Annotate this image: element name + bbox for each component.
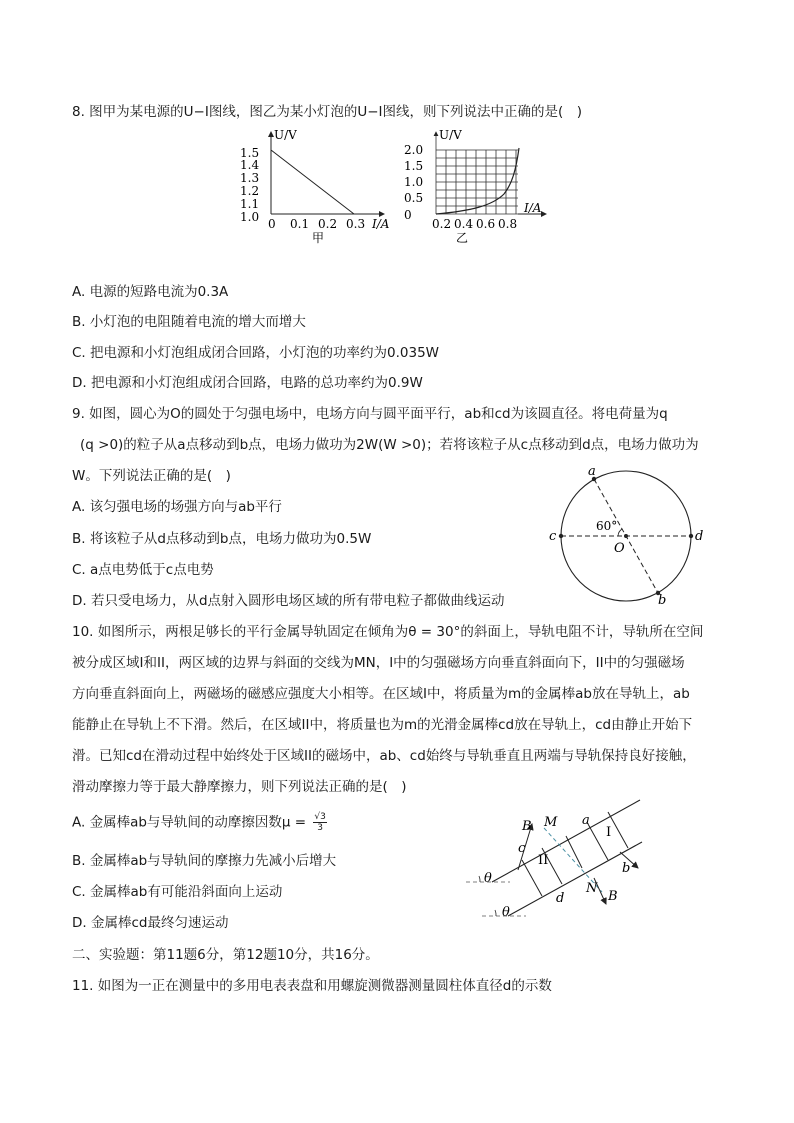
point-c <box>559 534 563 538</box>
q10-option-d: D. 金属棒cd最终匀速运动 <box>72 915 229 931</box>
label-a: a <box>588 464 596 479</box>
x-tick: 0.6 <box>476 217 496 231</box>
x-tick: 0.8 <box>498 217 518 231</box>
q10-line5: 滑。已知cd在滑动过程中始终处于区域II的磁场中，ab、cd始终与导轨垂直且两端与导轨保持良好接触， <box>72 748 696 764</box>
q8-option-c: C. 把电源和小灯泡组成闭合回路，小灯泡的功率约为0.035W <box>72 345 440 361</box>
label-d: d <box>695 529 704 544</box>
q10-option-a-text: A. 金属棒ab与导轨间的动摩擦因数μ = <box>72 814 307 831</box>
label-region-ii: II <box>538 853 549 868</box>
q9-option-c: C. a点电势低于c点电势 <box>72 562 214 578</box>
y-tick: 1.0 <box>240 210 260 224</box>
q8-option-d: D. 把电源和小灯泡组成闭合回路，电路的总功率约为0.9W <box>72 375 423 391</box>
x-tick: 0.2 <box>318 217 338 231</box>
angle-label: 60° <box>596 519 618 533</box>
label-c: c <box>518 841 526 856</box>
x-tick: 0 <box>268 217 276 231</box>
y-tick: 1.0 <box>404 175 424 189</box>
q9-option-d: D. 若只受电场力，从d点射入圆形电场区域的所有带电粒子都做曲线运动 <box>72 593 505 609</box>
q9-option-b: B. 将该粒子从d点移动到b点，电场力做功为0.5W <box>72 531 372 547</box>
source-line <box>271 150 354 214</box>
label-theta-lower: θ <box>502 905 510 920</box>
label-b-arrow: B <box>608 889 618 904</box>
fraction-denominator: 3 <box>317 823 324 833</box>
y-tick: 1.1 <box>240 197 260 211</box>
center-o <box>624 534 628 538</box>
label-theta-upper: θ <box>484 871 492 886</box>
y-tick: 1.5 <box>240 146 260 160</box>
label-n: N <box>586 881 598 896</box>
q9-stem-line3: W。下列说法正确的是( ) <box>72 468 231 484</box>
x-tick: 0.4 <box>454 217 474 231</box>
y-tick: 0.5 <box>404 191 424 205</box>
label-a: a <box>582 813 590 828</box>
label-c: c <box>549 529 557 544</box>
angle-arc <box>618 529 622 536</box>
q10-option-a <box>72 812 327 833</box>
upper-rail <box>492 800 640 882</box>
q10-line4: 能静止在导轨上不下滑。然后，在区域II中，将质量也为m的光滑金属棒cd放在导轨上，cd由静止开始下 <box>72 717 693 733</box>
q8-option-a: A. 电源的短路电流为0.3A <box>72 284 229 300</box>
q8-stem: 8. 图甲为某电源的U−I图线，图乙为某小灯泡的U−I图线，则下列说法中正确的是( ) <box>72 104 583 120</box>
label-b-lower: b <box>622 861 631 876</box>
q9-stem-line2: (q >0)的粒子从a点移动到b点，电场力做功为2W(W >0)；若将该粒子从c点移动到d点，电场力做功为 <box>80 437 699 453</box>
y-tick: 1.4 <box>240 158 260 172</box>
q10-option-c: C. 金属棒ab有可能沿斜面向上运动 <box>72 884 283 900</box>
section-heading: 二、实验题：第11题6分，第12题10分，共16分。 <box>72 947 379 963</box>
figure-caption: 乙 <box>456 231 469 244</box>
q9-stem-line1: 9. 如图，圆心为O的圆处于匀强电场中，电场方向与圆平面平行，ab和cd为该圆直径。将电荷量为q <box>72 406 668 422</box>
q10-line2: 被分成区域I和II，两区域的边界与斜面的交线为MN，I中的匀强磁场方向垂直斜面向下，II中的匀强磁场 <box>72 655 685 671</box>
rails-diagram <box>462 796 644 924</box>
y-axis-label: U/V <box>274 128 297 142</box>
x-tick: 0.1 <box>290 217 310 231</box>
q10-line6: 滑动摩擦力等于最大静摩擦力，则下列说法正确的是( ) <box>72 779 407 795</box>
label-o: O <box>614 541 625 556</box>
label-b: b <box>658 593 667 608</box>
y-axis-label: U/V <box>439 128 462 142</box>
circle-field-diagram <box>544 460 716 608</box>
q10-option-b: B. 金属棒ab与导轨间的摩擦力先减小后增大 <box>72 853 337 869</box>
theta-arc-lower <box>495 910 496 916</box>
q10-line1: 10. 如图所示，两根足够长的平行金属导轨固定在倾角为θ = 30°的斜面上，导轨电阻不计，导轨所在空间 <box>72 624 704 640</box>
q10-line3: 方向垂直斜面向上，两磁场的磁感应强度大小相等。在区域I中，将质量为m的金属棒ab放在导轨上，ab <box>72 686 690 702</box>
y-tick: 0 <box>404 208 412 222</box>
label-region-i: I <box>606 825 612 840</box>
y-tick: 1.3 <box>240 171 260 185</box>
fraction <box>313 812 326 833</box>
y-tick: 2.0 <box>404 143 424 157</box>
y-tick: 1.5 <box>404 159 424 173</box>
y-tick: 1.2 <box>240 184 260 198</box>
x-tick: 0.2 <box>432 217 452 231</box>
x-tick: 0.3 <box>346 217 366 231</box>
figure-caption: 甲 <box>312 231 325 244</box>
point-d <box>689 534 693 538</box>
figure-yi <box>400 126 560 244</box>
x-axis-label: I/A <box>524 201 542 215</box>
x-axis-label: I/A <box>372 217 390 231</box>
grid <box>436 132 522 214</box>
figure-jia <box>238 126 398 244</box>
label-d: d <box>556 891 565 906</box>
label-m: M <box>544 815 558 830</box>
q8-option-b: B. 小灯泡的电阻随着电流的增大而增大 <box>72 314 306 330</box>
fraction-numerator: √3 <box>314 812 326 822</box>
q11-stem: 11. 如图为一正在测量中的多用电表表盘和用螺旋测微器测量圆柱体直径d的示数 <box>72 978 552 994</box>
theta-arc-upper <box>479 876 480 882</box>
label-b-upper: B <box>522 819 532 834</box>
q9-option-a: A. 该匀强电场的场强方向与ab平行 <box>72 499 282 515</box>
